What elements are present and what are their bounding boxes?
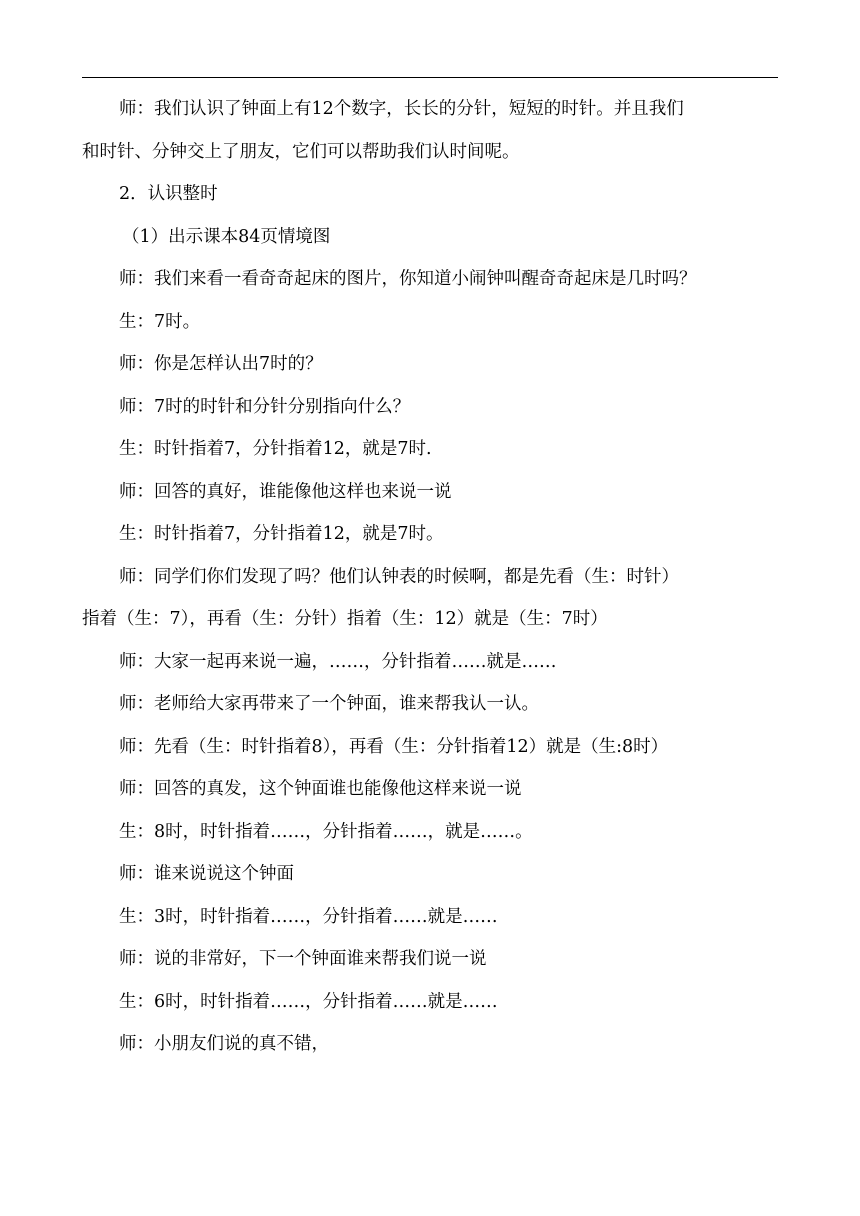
- paragraph-line: 生：7时。: [119, 311, 201, 332]
- paragraph-line: 师：大家一起再来说一遍，……，分针指着……就是……: [119, 651, 557, 672]
- paragraph-line: 师：先看（生：时针指着8），再看（生：分针指着12）就是（生:8时）: [119, 736, 669, 757]
- paragraph-line: 生：6时，时针指着……，分针指着……就是……: [119, 991, 498, 1012]
- paragraph-line: 师：回答的真发，这个钟面谁也能像他这样来说一说: [119, 779, 522, 799]
- paragraph-line: 生：8时，时针指着……，分针指着……，就是……。: [119, 821, 533, 842]
- paragraph-line: 生：时针指着7，分针指着12，就是7时。: [119, 524, 444, 544]
- paragraph-line: 师：7时的时针和分针分别指向什么？: [119, 396, 411, 417]
- paragraph-line: 指着（生：7），再看（生：分针）指着（生：12）就是（生：7时）: [82, 609, 608, 629]
- paragraph-line: 生：时针指着7，分针指着12，就是7时.: [119, 439, 432, 459]
- section-heading: 2．认识整时: [119, 184, 218, 204]
- paragraph-line: 和时针、分钟交上了朋友，它们可以帮助我们认时间呢。: [82, 141, 520, 162]
- subsection-heading: （1）出示课本84页情境图: [122, 226, 331, 247]
- paragraph-line: 师：回答的真好，谁能像他这样也来说一说: [119, 481, 452, 502]
- paragraph-line: 师：谁来说说这个钟面: [119, 864, 294, 884]
- paragraph-line: 师：我们来看一看奇奇起床的图片，你知道小闹钟叫醒奇奇起床是几时吗？: [119, 269, 697, 289]
- paragraph-line: 生：3时，时针指着……，分针指着……就是……: [119, 906, 498, 927]
- paragraph-line: 师：你是怎样认出7时的？: [119, 354, 323, 374]
- paragraph-line: 师：小朋友们说的真不错，: [119, 1034, 329, 1054]
- header-rule: [82, 77, 778, 78]
- paragraph-line: 师：我们认识了钟面上有12个数字，长长的分针，短短的时针。并且我们: [119, 99, 684, 119]
- paragraph-line: 师：同学们你们发现了吗？他们认钟表的时候啊，都是先看（生：时针）: [119, 566, 679, 587]
- paragraph-line: 师：老师给大家再带来了一个钟面，谁来帮我认一认。: [119, 694, 539, 714]
- paragraph-line: 师：说的非常好，下一个钟面谁来帮我们说一说: [119, 949, 487, 969]
- document-body: [82, 88, 778, 1066]
